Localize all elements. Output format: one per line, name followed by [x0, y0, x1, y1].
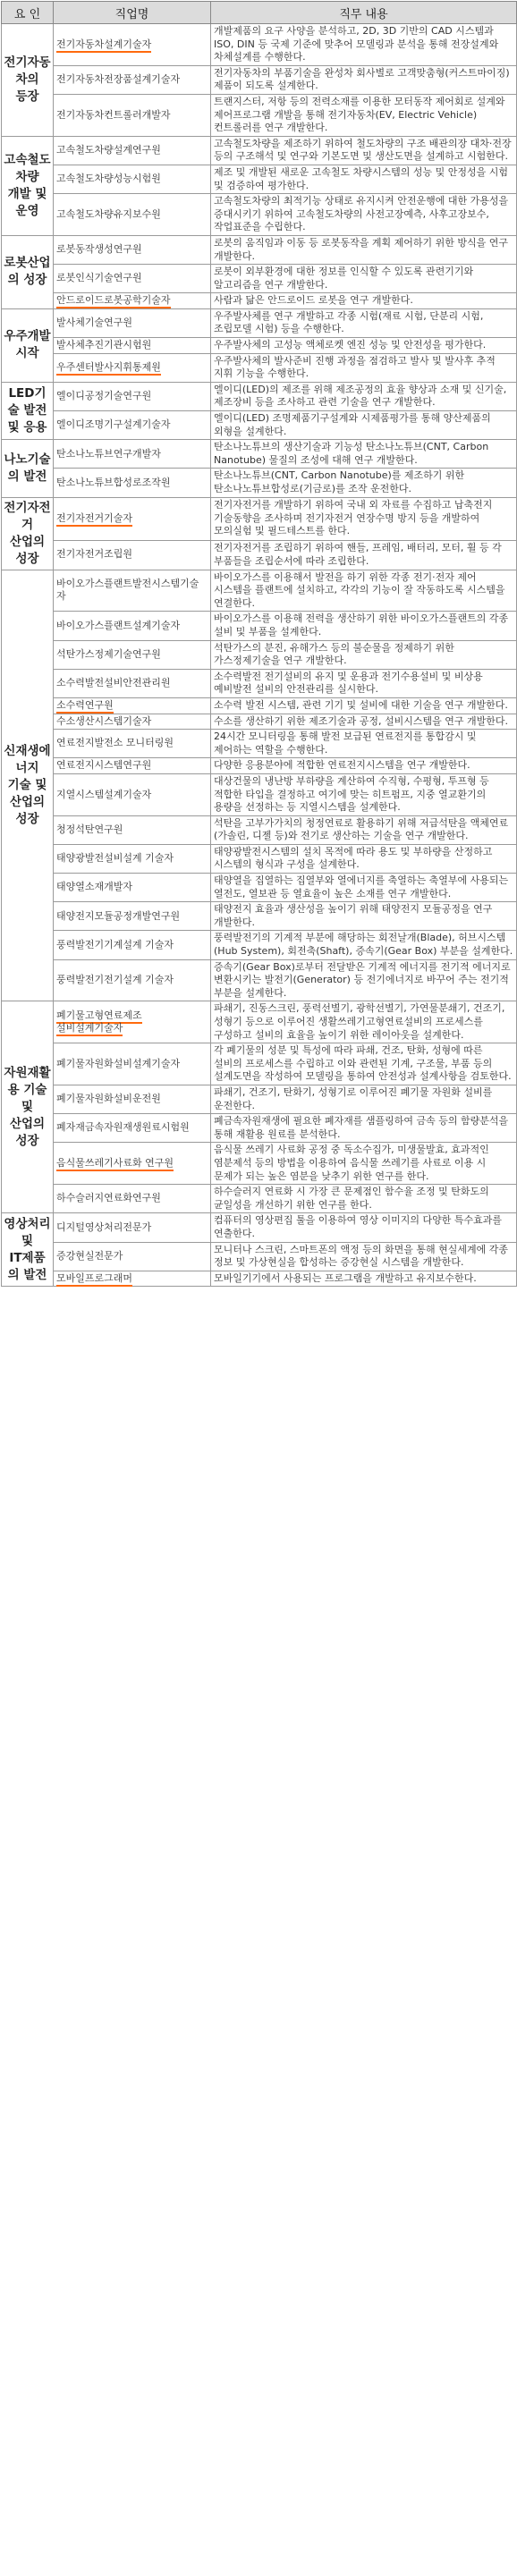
job-title-cell	[54, 338, 211, 354]
job-title: 폐기물자원화설비운전원	[56, 1093, 161, 1105]
job-title: 연료전지발전소 모니터링원	[56, 737, 174, 749]
job-title-cell	[54, 1242, 211, 1271]
job-title-cell	[54, 265, 211, 293]
job-title-cell	[54, 959, 211, 1001]
table-row	[2, 1213, 517, 1242]
job-title-cell	[54, 194, 211, 236]
job-title: 풍력발전기기계설계 기술자	[56, 938, 174, 950]
table-row	[2, 353, 517, 382]
table-row	[2, 714, 517, 730]
duty-description-cell: 탄소나노튜브(CNT, Carbon Nanotube)를 제조하기 위한 탄소나노튜브합성로(기금로)를 조작 운전한다.	[211, 469, 517, 497]
duty-description-cell: 로봇이 외부환경에 대한 정보를 인식할 수 있도록 관련기기와 알고리즘을 연구 개발한다.	[211, 265, 517, 293]
job-title-cell	[54, 570, 211, 612]
job-title: 발사체추진기관시험원	[56, 339, 152, 351]
job-title-cell	[54, 353, 211, 382]
job-title-cell	[54, 440, 211, 469]
job-title-cell	[54, 1001, 211, 1043]
duty-description-cell: 우주발사체를 연구 개발하고 각종 시험(재료 시험, 단분리 시험, 조립모델 시험) 등을 수행한다.	[211, 308, 517, 337]
duty-description-cell: 전기자동차의 부품기술을 완성차 회사별로 고객맞춤형(커스트마이징) 제품이 되도록 설계한다.	[211, 65, 517, 94]
duty-description-cell: 우주발사체의 발사준비 진행 과정을 점검하고 발사 및 발사후 추적 지휘 기능을 수행한다.	[211, 353, 517, 382]
table-row	[2, 1114, 517, 1143]
highlighted-job-title: 전기자동차설계기술자	[56, 38, 151, 53]
job-title-cell	[54, 165, 211, 193]
table-row	[2, 1143, 517, 1185]
category-cell: 신재생에너지 기술 및 산업의 성장	[2, 570, 54, 1001]
header-category: 요 인	[2, 2, 54, 24]
job-title-cell	[54, 94, 211, 136]
job-title: 전기자동차컨트롤러개발자	[56, 108, 171, 121]
job-title-cell	[54, 902, 211, 931]
job-title-cell	[54, 382, 211, 410]
table-row	[2, 338, 517, 354]
category-cell: 전기자전거 산업의 성장	[2, 497, 54, 570]
job-title-cell	[54, 1114, 211, 1143]
table-row	[2, 308, 517, 337]
job-title-cell	[54, 1185, 211, 1213]
table-row	[2, 1043, 517, 1085]
category-cell: 고속철도 차량 개발 및 운영	[2, 136, 54, 235]
job-title: 바이오가스플랜트발전시스템기술자	[56, 577, 199, 603]
table-row	[2, 194, 517, 236]
duty-description-cell: 석탄을 고부가가치의 청정연료로 활용하기 위해 저급석탄을 액체연료(가솔린, 디젤 등)와 전기로 생산하는 기술을 연구 개발한다.	[211, 815, 517, 844]
job-title-cell	[54, 931, 211, 959]
job-title-cell	[54, 714, 211, 730]
job-title-cell	[54, 815, 211, 844]
job-title-cell	[54, 640, 211, 669]
duty-description-cell: 모바일기기에서 사용되는 프로그램을 개발하고 유지보수한다.	[211, 1271, 517, 1287]
duty-description-cell: 바이오가스를 이용해서 발전을 하기 위한 각종 전기·전자 제어 시스템을 플랜트에 설치하고, 각각의 기능이 잘 작동하도록 시스템을 연결한다.	[211, 570, 517, 612]
job-title-cell	[54, 1213, 211, 1242]
duty-description-cell: 탄소나노튜브의 생산기술과 기능성 탄소나노튜브(CNT, Carbon Nanotube) 물질의 조성에 대해 연구 개발한다.	[211, 440, 517, 469]
table-row	[2, 1185, 517, 1213]
duty-description-cell: 트랜지스터, 저항 등의 전력소재를 이용한 모터동작 제어회로 설계와 제어프로그램 개발을 통해 전기자동차(EV, Electric Vehicle) 컨트롤러를 연구 개발한다.	[211, 94, 517, 136]
job-title: 로봇동작생성연구원	[56, 243, 142, 256]
highlighted-job-title: 음식물쓰레기사료화 연구원	[56, 1157, 174, 1171]
category-cell: 로봇산업의 성장	[2, 235, 54, 308]
duty-description-cell: 개발제품의 요구 사양을 분석하고, 2D, 3D 기반의 CAD 시스템과 ISO, DIN 등 국제 기준에 맞추어 모델링과 분석을 통해 전장설계와 차체설계를 수행한다.	[211, 24, 517, 66]
table-row	[2, 697, 517, 714]
job-title: 폐자재금속자원재생원료시험원	[56, 1121, 190, 1134]
highlighted-job-title: 폐기물고형연료제조 설비설계기술자	[56, 1009, 142, 1037]
table-row	[2, 65, 517, 94]
duty-description-cell: 각 폐기물의 성분 및 특성에 따라 파쇄, 건조, 탄화, 성형에 따른 설비의 프로세스를 수립하고 이와 관련된 기계, 구조물, 부품 등의 설계도면을 작성하여 모델링을 통하여 안전성과 설계사항을 검토한다.	[211, 1043, 517, 1085]
table-row	[2, 265, 517, 293]
table-row	[2, 612, 517, 640]
table-row	[2, 902, 517, 931]
job-title-cell	[54, 730, 211, 758]
category-cell: 우주개발 시작	[2, 308, 54, 382]
table-row	[2, 1001, 517, 1043]
job-title-cell	[54, 293, 211, 309]
table-row	[2, 931, 517, 959]
job-title-cell	[54, 24, 211, 66]
job-title: 로봇인식기술연구원	[56, 272, 142, 284]
table-row	[2, 1271, 517, 1287]
duty-description-cell: 고속철도차량의 최적기능 상태로 유지시켜 안전운행에 대한 가용성을 증대시키기 위하여 고속철도차량의 사전고장예측, 사후고장보수, 작업표준을 수립한다.	[211, 194, 517, 236]
header-duty: 직무 내용	[211, 2, 517, 24]
table-row	[2, 382, 517, 410]
duty-description-cell: 수소를 생산하기 위한 제조기술과 공정, 설비시스템을 연구 개발한다.	[211, 714, 517, 730]
table-body	[2, 24, 517, 1287]
job-title: 수소생산시스템기술자	[56, 714, 152, 727]
job-title-cell	[54, 308, 211, 337]
job-title: 고속철도차량유지보수원	[56, 207, 161, 220]
table-row	[2, 1242, 517, 1271]
job-title: 엘이디조명기구설계기술자	[56, 418, 171, 431]
duty-description-cell: 전기자전거를 조립하기 위하여 핸들, 프레임, 배터리, 모터, 휠 등 각 부품들을 조립순서에 따라 조립한다.	[211, 540, 517, 570]
duty-description-cell: 증속기(Gear Box)로부터 전달받은 기계적 에너지를 전기적 에너지로 변환시키는 발전기(Generator) 등 전기에너지로 바꾸어 주는 전기적 부분을 설계한다.	[211, 959, 517, 1001]
duty-description-cell: 태양전지 효율과 생산성을 높이기 위해 태양전지 모듈공정을 연구 개발한다.	[211, 902, 517, 931]
duty-description-cell: 소수력발전 전기설비의 유지 및 운용과 전기수용설비 및 비상용 예비발전 설비의 안전관리를 실시한다.	[211, 669, 517, 697]
job-title: 증강현실전문가	[56, 1249, 123, 1262]
job-title: 고속철도차량설계연구원	[56, 144, 161, 156]
job-title: 청정석탄연구원	[56, 823, 123, 835]
category-cell: LED기술 발전 및 응용	[2, 382, 54, 439]
duty-description-cell: 사람과 닮은 안드로이드 로봇을 연구 개발한다.	[211, 293, 517, 309]
career-table	[1, 1, 517, 1287]
table-row	[2, 844, 517, 873]
job-title: 하수슬러지연료화연구원	[56, 1192, 161, 1204]
job-title-cell	[54, 540, 211, 570]
duty-description-cell: 고속철도차량을 제조하기 위하여 철도차량의 구조 배관의장 대차·전장 등의 구조해석 및 연구와 기본도면 및 생산도면을 설계하고 시험한다.	[211, 136, 517, 165]
highlighted-job-title: 전기자전거기술자	[56, 512, 132, 527]
job-title: 소수력발전설비안전관리원	[56, 677, 171, 689]
duty-description-cell: 24시간 모니터링을 통해 발전 보급된 연료전지를 통합감시 및 제어하는 역할을 수행한다.	[211, 730, 517, 758]
category-cell: 전기자동차의 등장	[2, 24, 54, 137]
duty-description-cell: 음식물 쓰레기 사료화 공정 중 독소수집가, 미생물발효, 효과적인 염분제석 등의 방법을 이용하여 음식물 쓰레기를 사료로 이용 시 문제가 되는 높은 염분을 낮추기 위한 연구를 한다.	[211, 1143, 517, 1185]
job-title-cell	[54, 697, 211, 714]
duty-description-cell: 대상건물의 냉난방 부하량을 계산하여 수직형, 수평형, 투프형 등 적합한 타입을 결정하고 여기에 맞는 히트펌프, 지중 열교환기의 용량을 선정하는 등 지열시스템을 설계한다.	[211, 773, 517, 815]
duty-description-cell: 태양광발전시스템의 설치 목적에 따라 용도 및 부하량을 산정하고 시스템의 형식과 구성을 설계한다.	[211, 844, 517, 873]
highlighted-job-title: 우주센터발사지휘통제원	[56, 361, 161, 376]
job-title-cell	[54, 235, 211, 264]
job-title: 엘이디공정기술연구원	[56, 390, 152, 402]
job-title-cell	[54, 669, 211, 697]
job-title: 고속철도차량성능시험원	[56, 173, 161, 185]
duty-description-cell: 우주발사체의 고성능 액체로켓 엔진 성능 및 안전성을 평가한다.	[211, 338, 517, 354]
table-row	[2, 773, 517, 815]
table-row	[2, 669, 517, 697]
job-title-cell	[54, 773, 211, 815]
category-cell: 자원재활용 기술 및 산업의 성장	[2, 1001, 54, 1213]
job-title-cell	[54, 411, 211, 440]
job-title: 태양열소재개발자	[56, 881, 133, 893]
job-title: 탄소나노튜브합성로조작원	[56, 476, 171, 488]
table-row	[2, 730, 517, 758]
table-row	[2, 874, 517, 902]
job-title-cell	[54, 136, 211, 165]
job-title: 바이오가스플랜트설계기술자	[56, 619, 181, 631]
table-row	[2, 94, 517, 136]
job-title-cell	[54, 758, 211, 774]
table-row	[2, 165, 517, 193]
highlighted-job-title: 안드로이드로봇공학기술자	[56, 294, 171, 308]
table-row	[2, 24, 517, 66]
job-title: 발사체기술연구원	[56, 317, 133, 329]
table-row	[2, 469, 517, 497]
job-title-cell	[54, 874, 211, 902]
job-title: 풍력발전기전기설계 기술자	[56, 974, 174, 986]
job-title: 전기자동차전장품설계기술자	[56, 73, 181, 86]
job-title-cell	[54, 1043, 211, 1085]
table-row	[2, 815, 517, 844]
table-row	[2, 497, 517, 540]
duty-description-cell: 제조 및 개발된 새로운 고속철도 차량시스템의 성능 및 안정성을 시험 및 검증하여 평가한다.	[211, 165, 517, 193]
job-title-cell	[54, 65, 211, 94]
duty-description-cell: 파쇄기, 진동스크린, 풍력선별기, 광학선별기, 가연물분쇄기, 건조기, 성형기 등으로 이루어진 생활쓰레기고형연료설비의 프로세스를 구성하고 설비의 효율을 높이기 위한 레이아웃을 설계한다.	[211, 1001, 517, 1043]
duty-description-cell: 풍력발전기의 기계적 부분에 해당하는 회전날개(Blade), 허브시스템(Hub System), 회전축(Shaft), 증속기(Gear Box) 부분을 설계한다.	[211, 931, 517, 959]
duty-description-cell: 엘이디(LED)의 제조를 위해 제조공정의 효율 향상과 소재 및 신기술, 제조장비 등을 조사하고 관련 기술을 연구 개발한다.	[211, 382, 517, 410]
duty-description-cell: 바이오가스를 이용해 전력을 생산하기 위한 바이오가스플랜트의 각종 설비 및 부품을 설계한다.	[211, 612, 517, 640]
duty-description-cell: 폐금속자원재생에 필요한 폐자재를 샘플링하여 금속 등의 함량분석을 통해 재활용 원료를 분석한다.	[211, 1114, 517, 1143]
job-title-cell	[54, 612, 211, 640]
table-row	[2, 411, 517, 440]
duty-description-cell: 컴퓨터의 영상편집 툴을 이용하여 영상 이미지의 다양한 특수효과를 연출한다.	[211, 1213, 517, 1242]
table-row	[2, 540, 517, 570]
table-row	[2, 959, 517, 1001]
job-title-cell	[54, 1271, 211, 1287]
category-cell: 영상처리 및 IT제품의 발전	[2, 1213, 54, 1287]
duty-description-cell: 엘이디(LED) 조명제품기구설계와 시제품평가를 통해 양산제품의 외형을 설계한다.	[211, 411, 517, 440]
job-title-cell	[54, 1143, 211, 1185]
job-title-cell	[54, 1085, 211, 1113]
table-row	[2, 136, 517, 165]
duty-description-cell: 로봇의 움직임과 이동 등 로봇동작을 계획 제어하기 위한 방식을 연구 개발한다.	[211, 235, 517, 264]
duty-description-cell: 소수력 발전 시스템, 관련 기기 및 설비에 대한 기술을 연구 개발한다.	[211, 697, 517, 714]
job-title: 태양광발전설비설계 기술자	[56, 852, 174, 865]
table-row	[2, 570, 517, 612]
job-title-cell	[54, 844, 211, 873]
table-row	[2, 235, 517, 264]
job-title: 지열시스템설계기술자	[56, 788, 152, 800]
job-title: 폐기물자원화설비설계기술자	[56, 1057, 181, 1069]
job-title-cell	[54, 497, 211, 540]
duty-description-cell: 다양한 응용분야에 적합한 연료전지시스템을 연구 개발한다.	[211, 758, 517, 774]
duty-description-cell: 석탄가스의 분진, 유해가스 등의 불순물을 정제하기 위한 가스정제기술을 연구 개발한다.	[211, 640, 517, 669]
table-header-row	[2, 2, 517, 24]
job-title: 탄소나노튜브연구개발자	[56, 447, 161, 460]
table-row	[2, 1085, 517, 1113]
table-row	[2, 293, 517, 309]
job-title: 디지털영상처리전문가	[56, 1220, 152, 1233]
duty-description-cell: 파쇄기, 건조기, 탄화기, 성형기로 이루어진 폐기물 자원화 설비를 운전한다.	[211, 1085, 517, 1113]
duty-description-cell: 모니터나 스크린, 스마트폰의 액정 등의 화면을 통해 현실세계에 각종 정보 및 가상현실을 합성하는 증강현실 시스템을 개발한다.	[211, 1242, 517, 1271]
table-row	[2, 440, 517, 469]
highlighted-job-title: 모바일프로그래머	[56, 1272, 132, 1287]
job-title: 전기자전거조립원	[56, 548, 133, 561]
table-row	[2, 758, 517, 774]
duty-description-cell: 태양열을 집열하는 집열부와 열에너지를 축열하는 축열부에 사용되는 열전도, 열보관 등 열효율이 높은 소재를 연구 개발한다.	[211, 874, 517, 902]
job-title: 태양전지모듈공정개발연구원	[56, 909, 181, 922]
table-row	[2, 640, 517, 669]
duty-description-cell: 전기자전거를 개발하기 위하여 국내 외 자료를 수집하고 납축전지 기술동향을 조사하며 전기자전거 연장수명 방지 등을 개발하여 모의실험 및 필드테스트를 한다.	[211, 497, 517, 540]
job-title: 석탄가스정제기술연구원	[56, 647, 161, 660]
category-cell: 나노기술의 발전	[2, 440, 54, 497]
duty-description-cell: 하수슬러지 연료화 시 가장 큰 문제점인 함수율 조정 및 탄화도의 균일성을 개선하기 위한 연구를 한다.	[211, 1185, 517, 1213]
job-title-cell	[54, 469, 211, 497]
header-job: 직업명	[54, 2, 211, 24]
highlighted-job-title: 소수력연구원	[56, 699, 114, 714]
job-title: 연료전지시스템연구원	[56, 759, 152, 772]
